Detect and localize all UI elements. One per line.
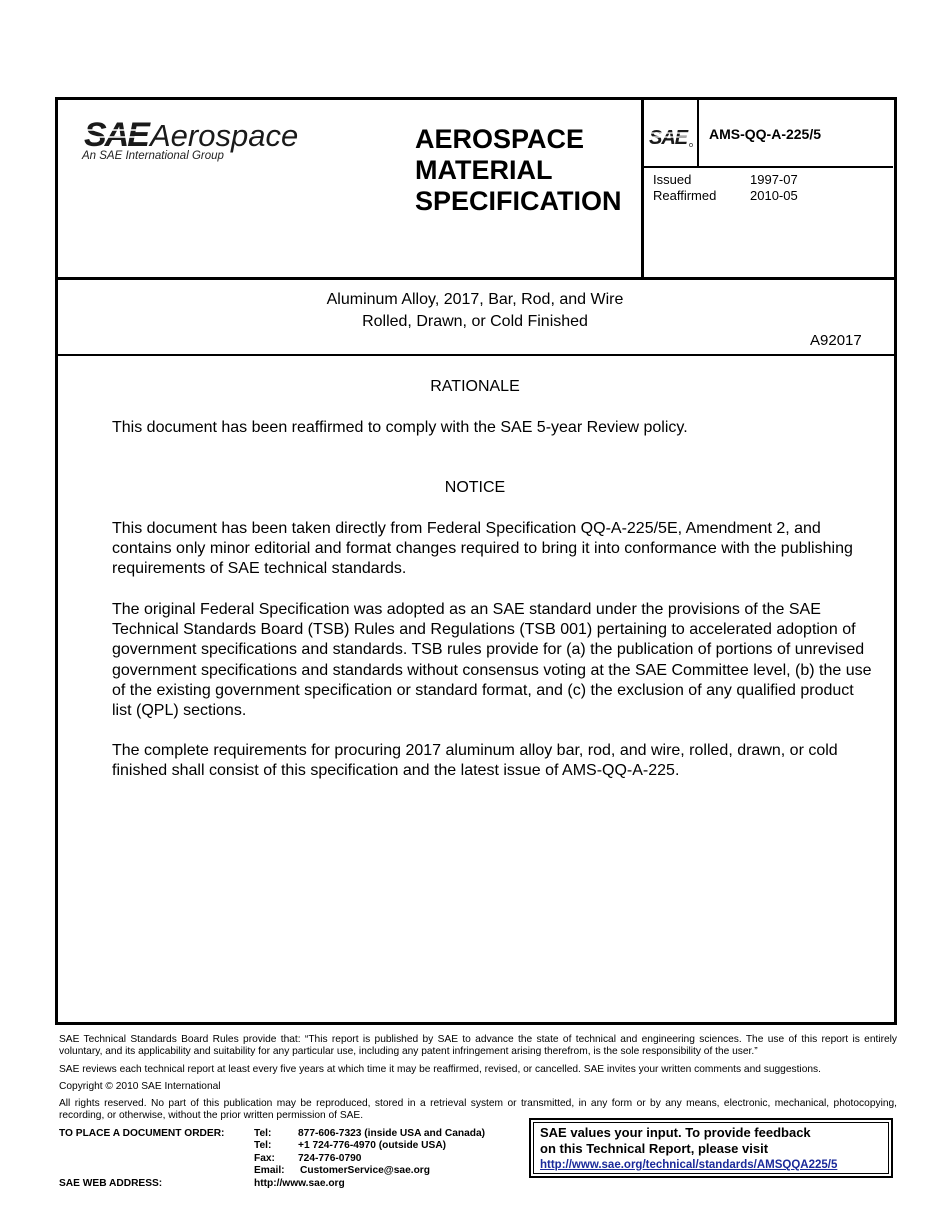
contact-label-tel-1: Tel: xyxy=(254,1128,272,1139)
feedback-link[interactable]: http://www.sae.org/technical/standards/AMSQQA225/5 xyxy=(540,1159,838,1171)
logo-sae-text: SAE xyxy=(84,116,148,154)
reaffirmed-value: 2010-05 xyxy=(750,188,798,203)
contact-value-tel-2: +1 724-776-4970 (outside USA) xyxy=(298,1140,447,1151)
feedback-line-2: on this Technical Report, please visit xyxy=(540,1141,769,1156)
mini-logo-text: SAE xyxy=(649,127,688,148)
issued-value: 1997-07 xyxy=(750,172,798,187)
document-type-title xyxy=(415,124,622,217)
logo-aerospace-text: Aerospace xyxy=(150,118,299,153)
copyright-note: Copyright © 2010 SAE International xyxy=(59,1081,221,1092)
spec-title-line-1: Aluminum Alloy, 2017, Bar, Rod, and Wire xyxy=(326,291,624,308)
contact-label-fax: Fax: xyxy=(254,1153,275,1164)
feedback-box-inner xyxy=(533,1122,889,1174)
review-note: SAE reviews each technical report at least every five years at which time it may be reaffirmed, revised, or cancelled. SAE invites your written comments and suggestions. xyxy=(59,1064,821,1075)
notice-paragraph-1: This document has been taken directly from Federal Specification QQ-A-225/5E, Amendment 2, and contains only minor editorial and format changes required to bring it into conformance with the publishing requirements of SAE technical standards. xyxy=(112,520,853,578)
contact-label-email: Email: xyxy=(254,1165,285,1176)
reaffirmed-row xyxy=(653,188,798,203)
issued-row xyxy=(653,172,798,187)
doc-type-line: AEROSPACE xyxy=(415,124,585,154)
issued-label: Issued xyxy=(653,172,692,187)
spec-title-line-2: Rolled, Drawn, or Cold Finished xyxy=(362,313,588,330)
feedback-box xyxy=(529,1118,893,1178)
tsb-rules-note: SAE Technical Standards Board Rules provide that: “This report is published by SAE to advance the state of technical and engineering sciences. The use of this report is entirely voluntary, and its applicability and suitability for any particular use, including any patent infringement arising therefrom, is the sole responsibility of the user.” xyxy=(59,1034,897,1058)
notice-paragraph-3: The complete requirements for procuring 2017 aluminum alloy bar, rod, and wire, rolled, drawn, or cold finished shall consist of this specification and the latest issue of AMS-QQ-A-225. xyxy=(112,742,838,780)
notice-paragraph-2: The original Federal Specification was adopted as an SAE standard under the provisions of the SAE Technical Standards Board (TSB) Rules and Regulations (TSB 001) pertaining to accelerated adoption of government specifications and standards. TSB rules provide for (a) the publication of portions of unrevised government specifications and standards without consensus voting at the SAE Committee level, (b) the use of the existing government specification or standard format, and (c) the exclusion of any qualified product list (QPL) sections. xyxy=(112,601,872,720)
feedback-line-1: SAE values your input. To provide feedback xyxy=(540,1125,811,1140)
uns-code: A92017 xyxy=(810,332,862,349)
web-address-link[interactable]: http://www.sae.org xyxy=(254,1178,345,1189)
web-address-label: SAE WEB ADDRESS: xyxy=(59,1178,163,1189)
reaffirmed-label: Reaffirmed xyxy=(653,188,717,203)
doc-type-line: SPECIFICATION xyxy=(415,186,622,216)
sae-mini-logo xyxy=(649,124,695,148)
docnum-divider-vertical xyxy=(697,97,699,167)
rights-note: All rights reserved. No part of this publication may be reproduced, stored in a retrieval system or transmitted, in any form or by any means, electronic, mechanical, photocopying, recording, or otherwise, without the prior written permission of SAE. xyxy=(59,1098,897,1122)
order-label: TO PLACE A DOCUMENT ORDER: xyxy=(59,1128,225,1139)
contact-value-email[interactable]: CustomerService@sae.org xyxy=(300,1165,430,1176)
contact-label-tel-2: Tel: xyxy=(254,1140,272,1151)
contact-value-fax: 724-776-0790 xyxy=(298,1153,362,1164)
rationale-text: This document has been reaffirmed to comply with the SAE 5-year Review policy. xyxy=(112,419,688,436)
contact-value-tel-1: 877-606-7323 (inside USA and Canada) xyxy=(298,1128,486,1139)
header-divider-horizontal xyxy=(55,277,894,280)
notice-heading: NOTICE xyxy=(444,479,506,496)
document-number: AMS-QQ-A-225/5 xyxy=(709,126,822,142)
docnum-divider-horizontal xyxy=(642,166,893,168)
header-divider-vertical xyxy=(641,97,644,280)
title-divider-horizontal xyxy=(55,354,894,356)
rationale-heading: RATIONALE xyxy=(430,378,520,395)
doc-type-line: MATERIAL xyxy=(415,155,553,185)
logo-subtitle: An SAE International Group xyxy=(82,150,224,162)
